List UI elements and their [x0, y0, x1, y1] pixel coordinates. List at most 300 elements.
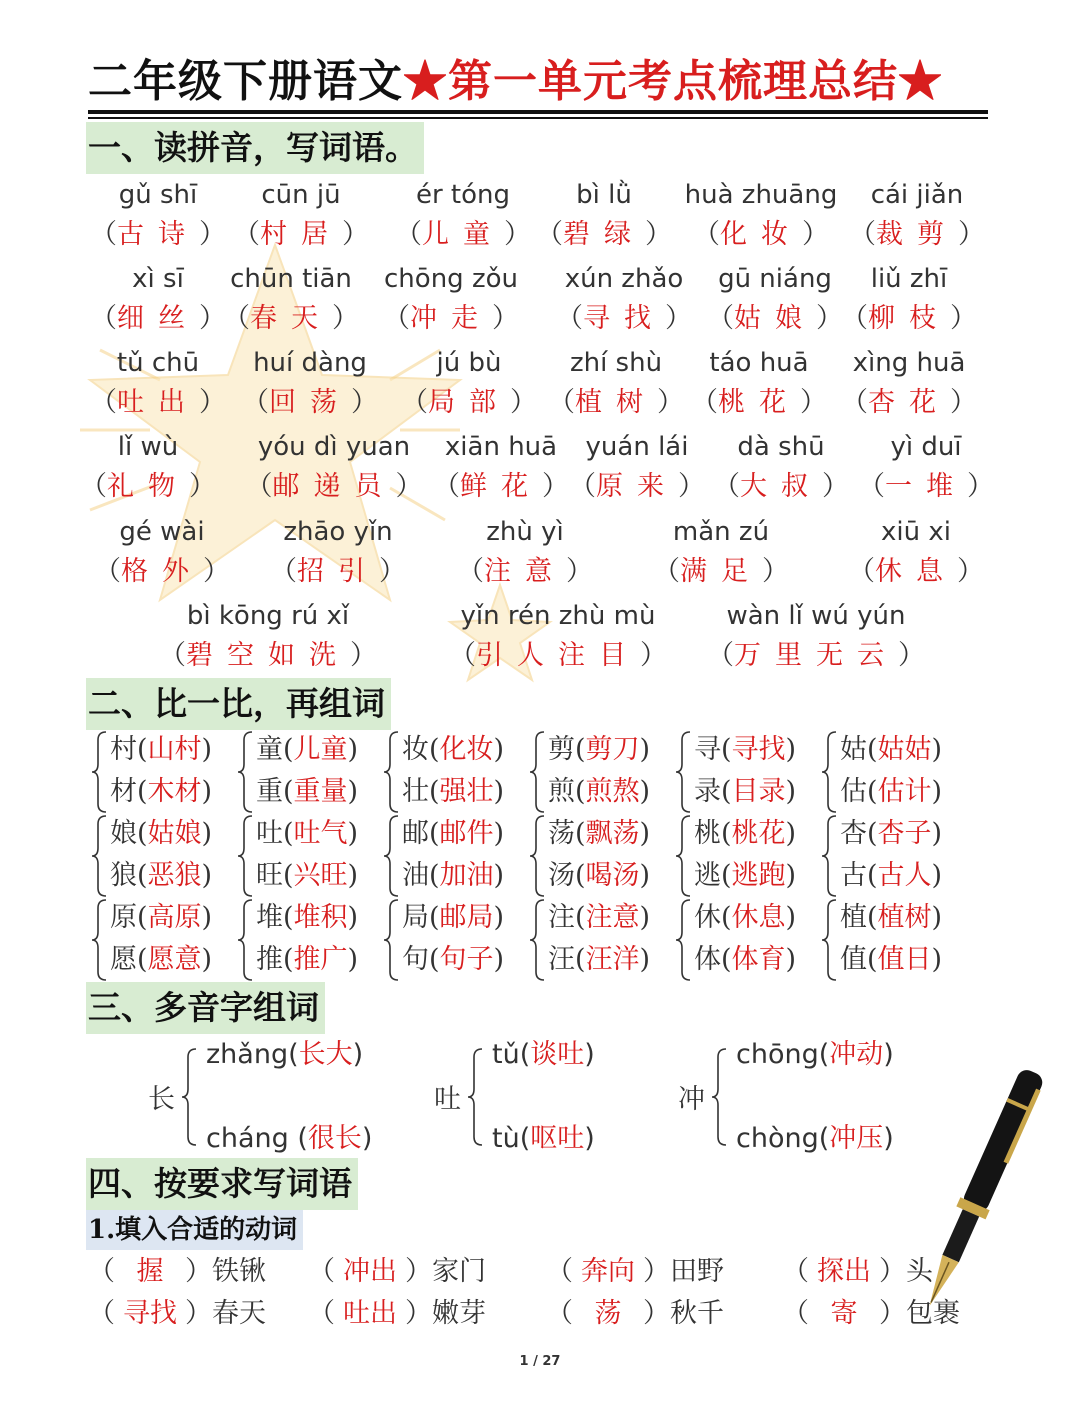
- paren-open: （: [433, 471, 460, 502]
- compare-line: [694, 940, 796, 980]
- compare-word: 邮局: [439, 902, 494, 933]
- compare-char: 村: [110, 734, 137, 765]
- answer-hanzi: 注意: [484, 556, 566, 587]
- compare-line: [548, 898, 650, 938]
- polyphone-line: [492, 1119, 595, 1159]
- compare-char: 煎: [548, 776, 575, 807]
- answer-hanzi: 万里无云: [734, 640, 898, 671]
- paren-open: (: [867, 776, 878, 807]
- paren-open: (: [283, 902, 294, 933]
- page-number: 1 / 27: [519, 1354, 561, 1369]
- paren-close: ): [639, 944, 651, 975]
- pinyin-text: xiān huā: [444, 432, 558, 462]
- pinyin-text: zhāo yǐn: [283, 517, 393, 547]
- verb-item: [88, 1294, 266, 1334]
- compare-line: [256, 772, 358, 812]
- paren-close: ): [493, 734, 505, 765]
- paren-close: ）: [657, 387, 684, 418]
- left-brace-icon: [822, 730, 838, 814]
- compare-char: 逃: [694, 860, 721, 891]
- paren-close: ）: [332, 303, 359, 334]
- compare-group: [384, 814, 532, 898]
- paren-close: ): [201, 902, 213, 933]
- compare-char: 局: [402, 902, 429, 933]
- pinyin-text: cūn jū: [261, 180, 341, 210]
- compare-line: [110, 814, 212, 854]
- answer-hanzi: 植树: [575, 387, 657, 418]
- verb-answer: 奔向: [581, 1256, 635, 1287]
- compare-char: 推: [256, 944, 283, 975]
- compare-char: 油: [402, 860, 429, 891]
- paren-open: (: [283, 860, 294, 891]
- compare-char: 妆: [402, 734, 429, 765]
- compare-char: 值: [840, 944, 867, 975]
- left-brace-icon: [822, 814, 838, 898]
- compare-line: [840, 940, 942, 980]
- answer-hanzi: 局部: [428, 387, 510, 418]
- compare-word: 推广: [293, 944, 348, 975]
- paren-open: (: [867, 902, 878, 933]
- paren-close: ): [931, 818, 943, 849]
- answer-word: [799, 384, 1019, 422]
- left-brace-icon: [92, 898, 108, 982]
- pinyin-text: xiū xi: [881, 517, 951, 547]
- polyphone-char: 吐: [434, 1084, 461, 1115]
- verb-answer: 探出: [817, 1256, 871, 1287]
- compare-group: [92, 898, 240, 982]
- left-brace-icon: [712, 1047, 728, 1151]
- answer-hanzi: 化妆: [720, 219, 802, 250]
- compare-char: 狼: [110, 860, 137, 891]
- pinyin-text: huà zhuāng: [684, 180, 838, 210]
- polyphone-char: 冲: [678, 1084, 705, 1115]
- fountain-pen-icon: [900, 1055, 1060, 1335]
- compare-char: 吐: [256, 818, 283, 849]
- polyphone-line: [206, 1035, 363, 1075]
- pinyin-text: zhí shù: [569, 348, 663, 378]
- answer-hanzi: 碧绿: [563, 219, 645, 250]
- paren-close: ): [931, 902, 943, 933]
- left-brace-icon: [92, 730, 108, 814]
- compare-word: 体育: [731, 944, 786, 975]
- polyphone-line: [736, 1035, 894, 1075]
- paren-close: ): [347, 776, 359, 807]
- compare-char: 娘: [110, 818, 137, 849]
- verb-item: [546, 1252, 724, 1292]
- paren-close: ）: [950, 387, 977, 418]
- paren-open: （: [691, 387, 718, 418]
- polyphone-word: 谈吐: [530, 1039, 585, 1070]
- title-underline-thick: [88, 110, 988, 114]
- compare-group: [238, 814, 386, 898]
- paren-open: （: [858, 471, 885, 502]
- compare-line: [840, 814, 942, 854]
- paren-open: （: [270, 556, 297, 587]
- paren-close: ）: [802, 219, 829, 250]
- paren-close: ): [931, 734, 943, 765]
- paren-open: （: [841, 387, 868, 418]
- answer-hanzi: 桃花: [718, 387, 800, 418]
- pinyin-text: zhù yì: [486, 517, 564, 547]
- paren-open: （: [88, 1256, 115, 1287]
- verb-object: 包裹: [906, 1298, 960, 1329]
- paren-open: (: [721, 860, 732, 891]
- compare-line: [110, 730, 212, 770]
- polyphone-group: [434, 1035, 694, 1155]
- pinyin-text: chōng zǒu: [384, 264, 518, 294]
- compare-word: 化妆: [439, 734, 494, 765]
- compare-word: 高原: [147, 902, 202, 933]
- answer-hanzi: 一堆: [885, 471, 967, 502]
- answer-hanzi: 引人注目: [476, 640, 640, 671]
- paren-open: （: [90, 219, 117, 250]
- verb-answer: 握: [136, 1256, 164, 1287]
- paren-close: ）: [199, 387, 226, 418]
- title-star-right-icon: ★: [898, 56, 943, 107]
- paren-close: ): [785, 860, 797, 891]
- compare-group: [822, 898, 970, 982]
- paren-close: ): [639, 860, 651, 891]
- polyphone-pinyin: zhǎng: [206, 1039, 289, 1070]
- paren-open: （: [693, 219, 720, 250]
- compare-char: 植: [840, 902, 867, 933]
- verb-object: 春天: [212, 1298, 266, 1329]
- compare-word: 飘荡: [585, 818, 640, 849]
- left-brace-icon: [238, 814, 254, 898]
- verb-answer: 荡: [594, 1298, 622, 1329]
- paren-open: (: [297, 1123, 308, 1154]
- compare-line: [840, 730, 942, 770]
- paren-close: ）: [199, 219, 226, 250]
- polyphone-group: [678, 1035, 938, 1155]
- left-brace-icon: [530, 898, 546, 982]
- paren-close: ）: [665, 303, 692, 334]
- compare-line: [840, 898, 942, 938]
- pinyin-text: yì duī: [890, 432, 962, 462]
- paren-open: (: [137, 734, 148, 765]
- paren-open: （: [782, 1298, 809, 1329]
- paren-close: ): [931, 776, 943, 807]
- paren-close: ): [785, 944, 797, 975]
- compare-char: 堆: [256, 902, 283, 933]
- compare-char: 句: [402, 944, 429, 975]
- paren-close: ）: [816, 303, 843, 334]
- paren-close: ）: [203, 556, 230, 587]
- paren-close: ): [347, 902, 359, 933]
- verb-answer: 寄: [830, 1298, 858, 1329]
- compare-char: 旺: [256, 860, 283, 891]
- paren-close: ): [639, 734, 651, 765]
- paren-close: ): [931, 944, 943, 975]
- compare-line: [110, 772, 212, 812]
- paren-open: (: [867, 818, 878, 849]
- paren-close: ）: [492, 303, 519, 334]
- pinyin-text: mǎn zú: [672, 517, 770, 547]
- compare-char: 寻: [694, 734, 721, 765]
- paren-close: ): [361, 1123, 373, 1154]
- polyphone-pinyin: chōng: [736, 1039, 819, 1070]
- page-title: [88, 52, 993, 112]
- compare-line: [256, 898, 358, 938]
- compare-char: 剪: [548, 734, 575, 765]
- paren-open: （: [548, 387, 575, 418]
- answer-hanzi: 招引: [297, 556, 379, 587]
- answer-hanzi: 格外: [121, 556, 203, 587]
- verb-object: 田野: [670, 1256, 724, 1287]
- pinyin-text: bì kōng rú xǐ: [186, 601, 350, 631]
- paren-close: ): [201, 818, 213, 849]
- paren-open: （: [536, 219, 563, 250]
- paren-open: （: [223, 303, 250, 334]
- paren-close: ): [201, 734, 213, 765]
- paren-open: （: [88, 1298, 115, 1329]
- paren-close: ）: [678, 471, 705, 502]
- compare-char: 杏: [840, 818, 867, 849]
- left-brace-icon: [384, 814, 400, 898]
- paren-close: ）: [643, 1256, 670, 1287]
- compare-word: 兴旺: [293, 860, 348, 891]
- polyphone-pinyin: tǔ: [492, 1039, 520, 1070]
- paren-open: (: [137, 860, 148, 891]
- pinyin-text: ér tóng: [415, 180, 511, 210]
- compare-char: 体: [694, 944, 721, 975]
- compare-word: 逃跑: [731, 860, 786, 891]
- paren-open: (: [429, 860, 440, 891]
- paren-open: (: [137, 902, 148, 933]
- paren-open: (: [429, 734, 440, 765]
- pinyin-text: gǔ shī: [118, 180, 198, 210]
- compare-char: 邮: [402, 818, 429, 849]
- compare-word: 重量: [293, 776, 348, 807]
- paren-close: ): [785, 902, 797, 933]
- compare-line: [402, 730, 504, 770]
- compare-line: [256, 856, 358, 896]
- answer-hanzi: 吐出: [117, 387, 199, 418]
- paren-open: （: [90, 303, 117, 334]
- polyphone-line: [736, 1119, 894, 1159]
- paren-close: ): [201, 776, 213, 807]
- left-brace-icon: [676, 898, 692, 982]
- answer-word: [816, 468, 1036, 506]
- paren-close: ）: [395, 471, 423, 502]
- answer-hanzi: 杏花: [868, 387, 950, 418]
- pinyin-text: yǐn rén zhù mù: [460, 601, 656, 631]
- paren-close: ): [639, 776, 651, 807]
- paren-close: ）: [351, 387, 378, 418]
- paren-open: (: [575, 776, 586, 807]
- paren-open: （: [449, 640, 476, 671]
- paren-close: ): [493, 944, 505, 975]
- paren-close: ）: [199, 303, 226, 334]
- compare-line: [548, 772, 650, 812]
- left-brace-icon: [822, 898, 838, 982]
- paren-close: ）: [504, 219, 531, 250]
- paren-open: (: [429, 818, 440, 849]
- answer-hanzi: 邮递员: [272, 471, 396, 502]
- compare-line: [402, 856, 504, 896]
- paren-close: ）: [957, 556, 984, 587]
- pinyin-text: dà shū: [737, 432, 825, 462]
- paren-close: ）: [185, 1298, 212, 1329]
- paren-close: ）: [898, 640, 925, 671]
- answer-word: [448, 637, 668, 675]
- compare-word: 山村: [147, 734, 202, 765]
- compare-word: 植树: [877, 902, 932, 933]
- paren-close: ): [931, 860, 943, 891]
- answer-hanzi: 寻找: [583, 303, 665, 334]
- paren-close: ）: [510, 387, 537, 418]
- title-underline-thin: [88, 117, 988, 119]
- polyphone-word: 冲动: [829, 1039, 884, 1070]
- paren-close: ): [493, 860, 505, 891]
- pinyin-text: jú bù: [436, 348, 502, 378]
- answer-hanzi: 满足: [680, 556, 762, 587]
- answer-hanzi: 儿童: [422, 219, 504, 250]
- paren-close: ): [493, 818, 505, 849]
- pinyin-text: liǔ zhī: [870, 264, 948, 294]
- paren-close: ): [347, 944, 359, 975]
- compare-char: 姑: [840, 734, 867, 765]
- compare-word: 句子: [439, 944, 494, 975]
- compare-group: [676, 898, 824, 982]
- compare-group: [530, 898, 678, 982]
- paren-open: （: [94, 556, 121, 587]
- paren-close: ）: [350, 640, 377, 671]
- compare-word: 喝汤: [585, 860, 640, 891]
- verb-object: 家门: [432, 1256, 486, 1287]
- paren-close: ）: [542, 471, 569, 502]
- left-brace-icon: [92, 814, 108, 898]
- compare-char: 重: [256, 776, 283, 807]
- paren-open: (: [283, 776, 294, 807]
- paren-open: （: [80, 471, 107, 502]
- paren-open: （: [457, 556, 484, 587]
- compare-char: 材: [110, 776, 137, 807]
- paren-open: (: [519, 1123, 531, 1154]
- section-1-heading: 一、读拼音，写词语。: [86, 122, 424, 174]
- title-topic: 第一单元考点梳理总结: [448, 56, 898, 107]
- paren-open: （: [90, 387, 117, 418]
- answer-hanzi: 休息: [875, 556, 957, 587]
- paren-close: ): [584, 1039, 595, 1070]
- compare-word: 煎熬: [585, 776, 640, 807]
- paren-close: ）: [800, 387, 827, 418]
- polyphone-pinyin: tù: [492, 1123, 520, 1154]
- compare-line: [402, 940, 504, 980]
- compare-line: [840, 856, 942, 896]
- paren-open: （: [848, 556, 875, 587]
- paren-open: (: [137, 944, 148, 975]
- polyphone-group: [148, 1035, 408, 1155]
- verb-object: 秋千: [670, 1298, 724, 1329]
- left-brace-icon: [182, 1047, 198, 1151]
- compare-group: [530, 730, 678, 814]
- compare-line: [256, 730, 358, 770]
- paren-open: （: [849, 219, 876, 250]
- compare-line: [548, 730, 650, 770]
- paren-close: ）: [967, 471, 994, 502]
- compare-word: 邮件: [439, 818, 494, 849]
- compare-group: [676, 730, 824, 814]
- paren-close: ): [883, 1039, 894, 1070]
- compare-char: 愿: [110, 944, 137, 975]
- answer-hanzi: 大叔: [740, 471, 822, 502]
- compare-group: [530, 814, 678, 898]
- pinyin-text: táo huā: [709, 348, 809, 378]
- paren-close: ）: [879, 1298, 906, 1329]
- paren-open: (: [283, 944, 294, 975]
- left-brace-icon: [384, 898, 400, 982]
- left-brace-icon: [468, 1047, 484, 1151]
- compare-word: 加油: [439, 860, 494, 891]
- paren-open: （: [159, 640, 186, 671]
- paren-close: ): [352, 1039, 364, 1070]
- paren-open: (: [867, 944, 878, 975]
- answer-hanzi: 柳枝: [868, 303, 950, 334]
- compare-group: [676, 814, 824, 898]
- compare-word: 目录: [731, 776, 786, 807]
- paren-open: (: [867, 734, 878, 765]
- paren-open: (: [519, 1039, 531, 1070]
- compare-line: [694, 730, 796, 770]
- paren-open: (: [137, 818, 148, 849]
- pinyin-text: wàn lǐ wú yún: [726, 601, 906, 631]
- paren-open: (: [283, 818, 294, 849]
- answer-word: [611, 553, 831, 591]
- compare-line: [256, 814, 358, 854]
- compare-char: 估: [840, 776, 867, 807]
- compare-word: 木材: [147, 776, 202, 807]
- pinyin-text: xún zhǎo: [564, 264, 684, 294]
- compare-group: [238, 898, 386, 982]
- paren-close: ): [639, 818, 651, 849]
- polyphone-pinyin: cháng: [206, 1123, 298, 1154]
- pinyin-text: huí dàng: [253, 348, 367, 378]
- verb-item: [308, 1294, 486, 1334]
- compare-group: [384, 730, 532, 814]
- pinyin-text: gé wài: [119, 517, 205, 547]
- paren-close: ）: [640, 640, 667, 671]
- paren-open: (: [283, 734, 294, 765]
- compare-char: 汪: [548, 944, 575, 975]
- compare-char: 童: [256, 734, 283, 765]
- verb-answer: 吐出: [343, 1298, 397, 1329]
- compare-word: 恶狼: [147, 860, 202, 891]
- polyphone-line: [492, 1035, 595, 1075]
- paren-close: ）: [405, 1256, 432, 1287]
- compare-char: 录: [694, 776, 721, 807]
- compare-word: 估计: [877, 776, 932, 807]
- section-3-heading: 三、多音字组词: [86, 982, 325, 1034]
- verb-item: [88, 1252, 266, 1292]
- paren-open: (: [137, 776, 148, 807]
- paren-open: (: [721, 818, 732, 849]
- title-star-left-icon: ★: [403, 56, 448, 107]
- paren-close: ): [584, 1123, 595, 1154]
- pinyin-text: bì lǜ: [576, 180, 632, 210]
- paren-open: (: [818, 1123, 830, 1154]
- paren-close: ): [493, 776, 505, 807]
- compare-line: [402, 814, 504, 854]
- paren-open: (: [429, 776, 440, 807]
- compare-line: [110, 898, 212, 938]
- section-4-sub-1-heading: 1.填入合适的动词: [86, 1210, 303, 1250]
- paren-open: （: [569, 471, 596, 502]
- compare-word: 儿童: [293, 734, 348, 765]
- pinyin-text: chūn tiān: [230, 264, 352, 294]
- answer-hanzi: 冲走: [410, 303, 492, 334]
- answer-word: [415, 553, 635, 591]
